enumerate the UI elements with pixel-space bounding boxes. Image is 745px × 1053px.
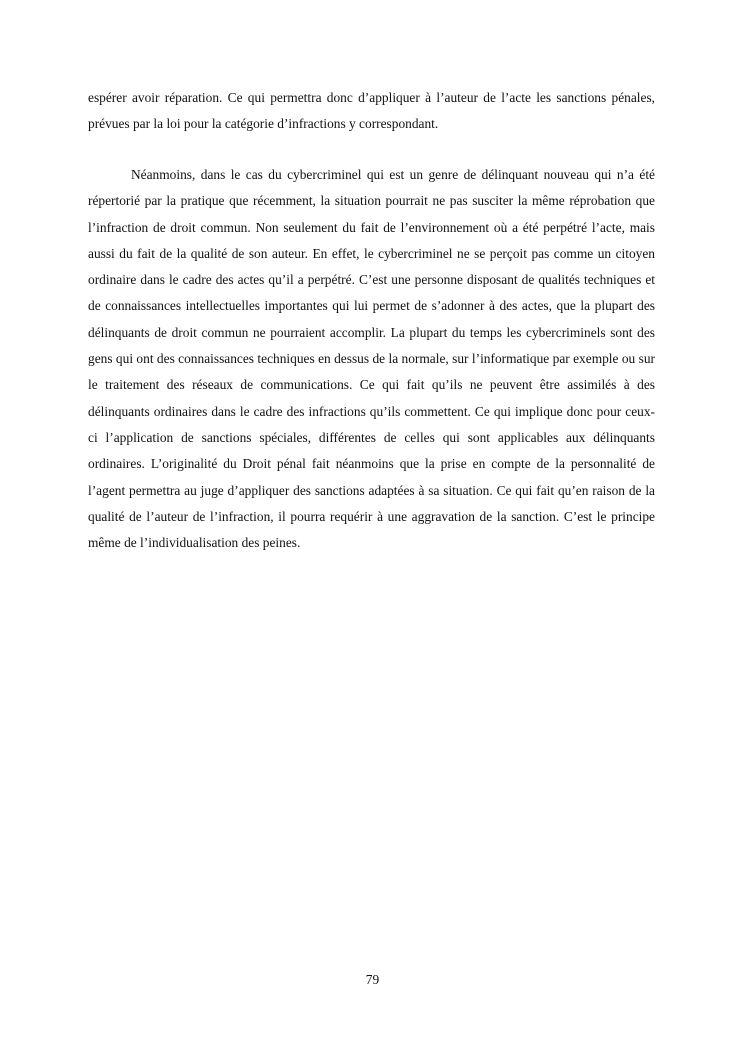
page-number: 79 bbox=[365, 972, 380, 987]
paragraph-continuation: espérer avoir réparation. Ce qui permettra donc d’appliquer à l’auteur de l’acte les sanctions pénales, prévues par la loi pour la catégorie d’infractions y correspondant. bbox=[88, 90, 655, 132]
paragraph-body: Néanmoins, dans le cas du cybercriminel qui est un genre de délinquant nouveau qui n’a été répertorié par la pratique que récemment, la situation pourrait ne pas susciter la même réprobation que l’infraction de droit commun. Non seulement du fait de l’environnement où a été perpétré l’acte, mais aussi du fait de la qualité de son auteur. En effet, le cybercriminel ne se perçoit pas comme un citoyen ordinaire dans le cadre des actes qu’il a perpétré. C’est une personne disposant de qualités techniques et de connaissances intellectuelles importantes qui lui permet de s’adonner à des actes, que la plupart des délinquants de droit commun ne pourraient accomplir. La plupart du temps les cybercriminels sont des gens qui ont des connaissances techniques en dessus de la normale, sur l’informatique par exemple ou sur le traitement des réseaux de communications. Ce qui fait qu’ils ne peuvent être assimilés à des délinquants ordinaires dans le cadre des infractions qu’ils commettent. Ce qui implique donc pour ceux-ci l’application de sanctions spéciales, différentes de celles qui sont applicables aux délinquants ordinaires. L’originalité du Droit pénal fait néanmoins que la prise en compte de la personnalité de l’agent permettra au juge d’appliquer des sanctions adaptées à sa situation. Ce qui fait qu’en raison de la qualité de l’auteur de l’infraction, il pourra requérir à une aggravation de la sanction. C’est le principe même de l’individualisation des peines. bbox=[88, 167, 655, 551]
